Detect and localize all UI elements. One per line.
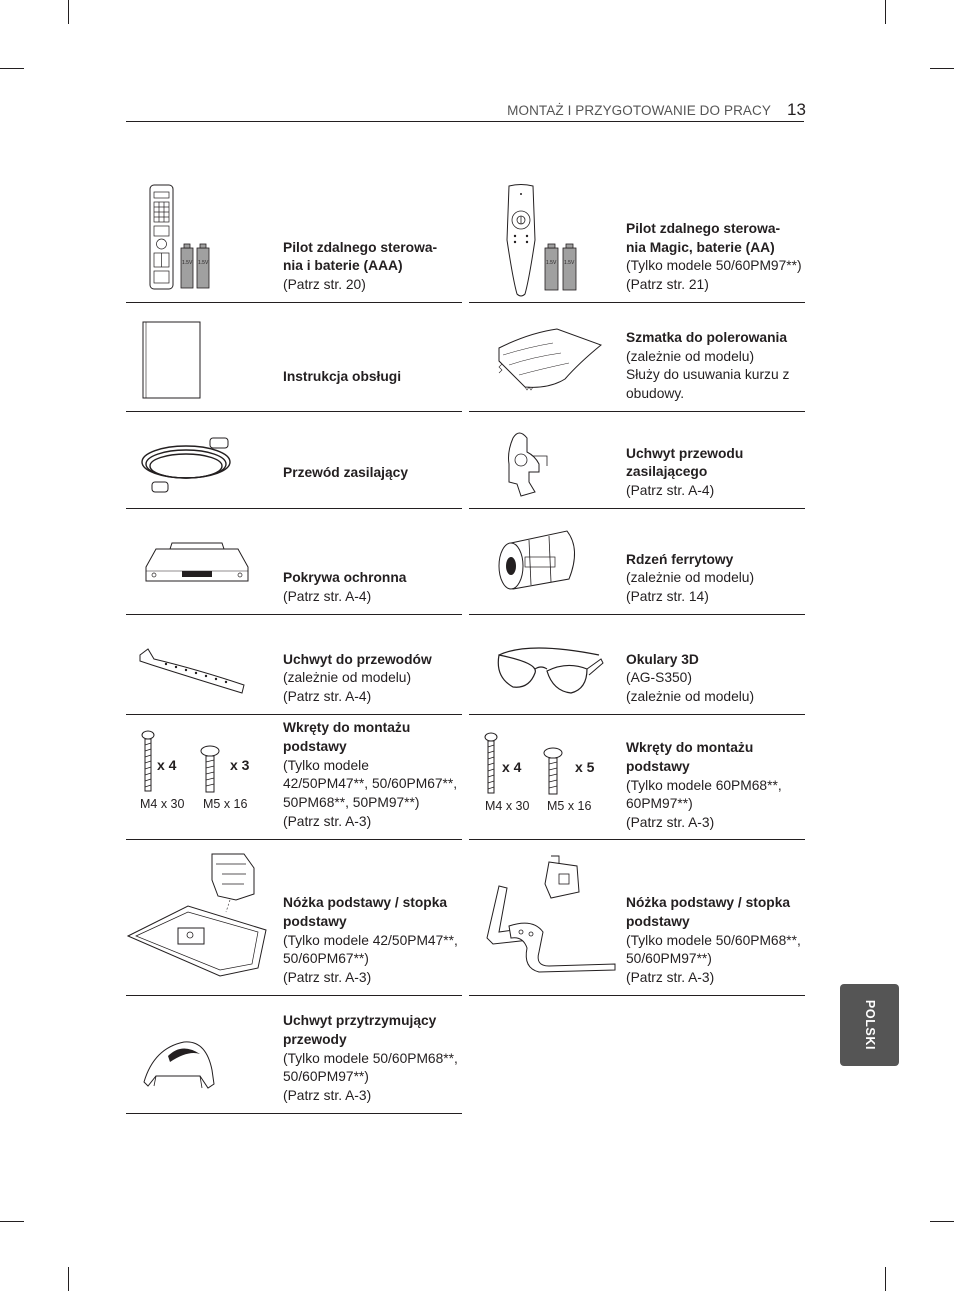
item-line: (Patrz str. A-4) xyxy=(283,589,372,605)
item-text xyxy=(283,509,460,614)
item-line: (Patrz str. A-4) xyxy=(626,483,715,499)
item-line: (Patrz str. A-4) xyxy=(283,689,372,705)
item-text xyxy=(626,509,803,614)
item-title: Okulary 3D xyxy=(626,651,699,667)
item-line: (Tylko modele 50/60PM68**, xyxy=(626,932,801,948)
power-cord-icon xyxy=(126,412,278,508)
svg-text:1.5V: 1.5V xyxy=(564,260,575,266)
item-manual xyxy=(126,303,462,412)
magic-remote-icon xyxy=(469,180,621,302)
screw-count: x 5 xyxy=(575,759,595,775)
item-cable-tie xyxy=(126,615,462,715)
screw-size: M5 x 16 xyxy=(203,797,248,811)
item-line: (Patrz str. A-3) xyxy=(283,813,372,829)
item-line: (zależnie od modelu) xyxy=(626,348,755,364)
item-title: Nóżka podstawy / stopka podstawy xyxy=(626,895,791,929)
item-remote xyxy=(126,180,462,303)
crop-mark xyxy=(885,1267,886,1291)
crop-mark xyxy=(930,68,954,69)
screws-icon xyxy=(469,715,621,839)
language-tab xyxy=(840,984,899,1066)
item-title: Pilot zdalnego sterowa- nia i baterie (AAA) xyxy=(283,239,438,274)
item-text xyxy=(283,615,460,714)
item-ferrite-core xyxy=(469,509,805,615)
item-line: (Patrz str. 20) xyxy=(283,277,366,293)
item-protective-cover xyxy=(126,509,462,615)
item-text xyxy=(626,180,803,302)
protective-cover-icon xyxy=(126,509,278,614)
item-title: Uchwyt do przewodów xyxy=(283,651,432,667)
cable-tie-icon xyxy=(126,615,278,714)
stand-base-icon xyxy=(126,840,278,995)
manual-icon xyxy=(126,303,278,411)
item-title: Rdzeń ferrytowy xyxy=(626,551,734,567)
item-line: 42/50PM47**, 50/60PM67**, xyxy=(283,776,458,792)
item-text xyxy=(626,840,803,995)
svg-text:1.5V: 1.5V xyxy=(546,260,557,266)
item-title: Uchwyt przewodu zasilającego xyxy=(626,445,744,480)
screw-count: x 4 xyxy=(502,759,522,775)
item-text xyxy=(283,840,460,995)
item-line: (Tylko modele 42/50PM47**, xyxy=(283,932,458,948)
header-rule xyxy=(126,121,804,122)
item-line: 50/60PM97**) xyxy=(626,951,712,967)
ferrite-core-icon xyxy=(469,509,621,614)
item-line: (zależnie od modelu) xyxy=(626,570,755,586)
item-magic-remote xyxy=(469,180,805,303)
item-line: (Patrz str. A-3) xyxy=(283,1088,372,1104)
item-line: (Tylko modele 50/60PM68**, xyxy=(283,1050,458,1066)
item-line: (Patrz str. A-3) xyxy=(283,970,372,986)
item-line: Służy do usuwania kurzu z obudowy. xyxy=(626,367,790,402)
row-separator xyxy=(126,1113,462,1114)
screw-size: M4 x 30 xyxy=(485,799,530,813)
item-title: Wkręty do montażu podstawy xyxy=(283,720,411,754)
cable-holder-icon xyxy=(126,996,278,1113)
item-line: (Patrz str. A-3) xyxy=(626,815,715,831)
screw-size: M4 x 30 xyxy=(140,797,185,811)
screws-icon xyxy=(126,715,278,839)
item-line: 50PM68**, 50PM97**) xyxy=(283,795,420,811)
cloth-icon xyxy=(469,303,621,411)
item-text xyxy=(626,615,803,714)
item-text xyxy=(626,715,803,839)
item-line: (Patrz str. 14) xyxy=(626,589,709,605)
crop-mark xyxy=(885,0,886,24)
language-tab-label: POLSKI xyxy=(862,999,877,1051)
item-line: (Tylko modele xyxy=(283,757,369,773)
remote-control-icon xyxy=(126,180,278,302)
item-line: (Patrz str. 21) xyxy=(626,277,709,293)
item-cord-holder xyxy=(469,412,805,509)
item-text xyxy=(283,412,460,508)
item-title: Przewód zasilający xyxy=(283,465,409,481)
item-line: 60PM97**) xyxy=(626,796,693,812)
item-line: (zależnie od modelu) xyxy=(626,689,755,705)
item-stand-base xyxy=(126,840,462,996)
item-line: (zależnie od modelu) xyxy=(283,670,412,686)
item-text xyxy=(626,412,803,508)
item-text xyxy=(626,303,803,411)
item-title: Wkręty do montażu podstawy xyxy=(626,740,754,774)
item-title: Szmatka do polerowania xyxy=(626,329,788,345)
stand-arm-icon xyxy=(469,840,621,995)
item-text xyxy=(283,180,460,302)
item-line: (Tylko modele 60PM68**, xyxy=(626,777,782,793)
crop-mark xyxy=(0,1221,24,1222)
item-screws xyxy=(469,715,805,840)
svg-text:1.5V: 1.5V xyxy=(182,260,193,266)
crop-mark xyxy=(0,68,24,69)
item-3d-glasses xyxy=(469,615,805,715)
svg-text:1.5V: 1.5V xyxy=(198,260,209,266)
screw-count: x 4 xyxy=(157,757,177,773)
item-cloth xyxy=(469,303,805,412)
item-line: (Tylko modele 50/60PM97**) xyxy=(626,258,802,274)
screw-size: M5 x 16 xyxy=(547,799,592,813)
item-title: Uchwyt przytrzymujący przewody xyxy=(283,1013,437,1047)
screw-count: x 3 xyxy=(230,757,250,773)
3d-glasses-icon xyxy=(469,615,621,714)
item-power-cord xyxy=(126,412,462,509)
crop-mark xyxy=(68,1267,69,1291)
item-text xyxy=(283,303,460,411)
item-cable-holder xyxy=(126,996,462,1114)
item-title: Pilot zdalnego sterowa- nia Magic, baterie (AA) xyxy=(626,220,781,255)
item-text xyxy=(283,715,460,839)
row-separator xyxy=(469,995,805,996)
item-screws xyxy=(126,715,462,840)
item-title: Instrukcja obsługi xyxy=(283,369,402,385)
header-title: MONTAŻ I PRZYGOTOWANIE DO PRACY xyxy=(507,103,771,118)
item-line: 50/60PM67**) xyxy=(283,951,369,967)
item-title: Nóżka podstawy / stopka podstawy xyxy=(283,895,448,929)
item-stand-arm xyxy=(469,840,805,996)
page-number: 13 xyxy=(787,100,806,119)
item-title: Pokrywa ochronna xyxy=(283,570,407,586)
item-line: (Patrz str. A-3) xyxy=(626,970,715,986)
crop-mark xyxy=(68,0,69,24)
crop-mark xyxy=(930,1221,954,1222)
item-line: 50/60PM97**) xyxy=(283,1069,369,1085)
item-line: (AG-S350) xyxy=(626,670,692,686)
item-text xyxy=(283,996,460,1113)
cord-holder-icon xyxy=(469,412,621,508)
